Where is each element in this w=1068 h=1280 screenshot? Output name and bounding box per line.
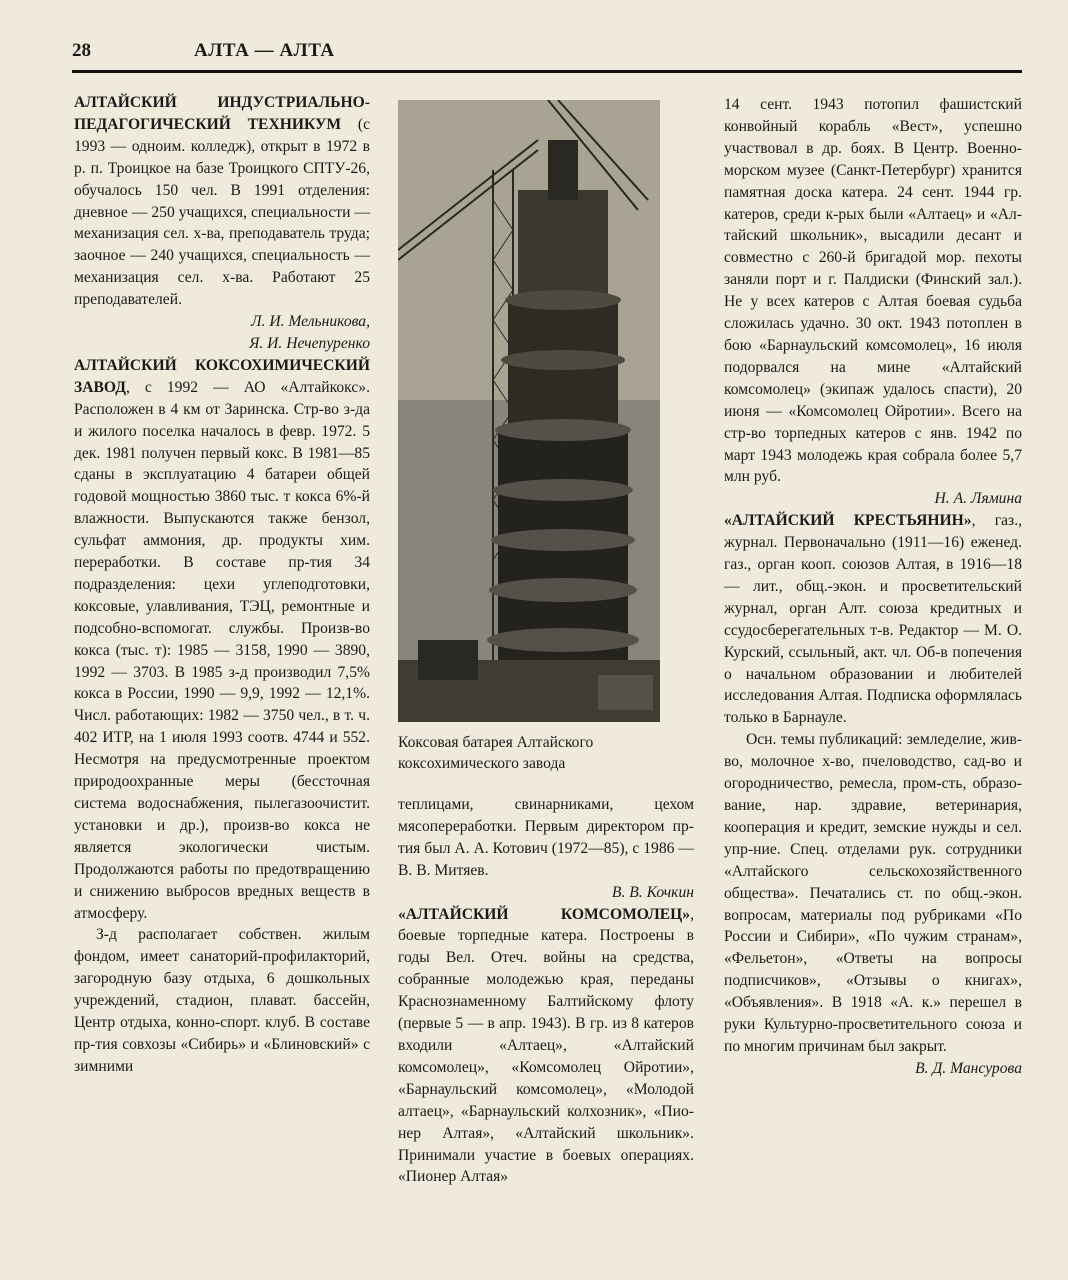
entry-industrial-technikum — [74, 92, 370, 311]
entry-altai-komsomolets — [398, 904, 694, 1189]
entry-text: , с 1992 — АО «Алтайкокс». Расположен в 4 км от Заринска. Стр-во з-да и жилого поселка началось в февр. 1972. 5 дек. 1981 получен первый кокс. В 1981—85 сданы в эксплуатацию 4 батареи общей годовой мощностью 3860 тыс. т кокса 6%-й влажности. Выпускаются также бензол, сульфат аммония, др. продукты хим. переработки. В составе пр-тия 34 подразделения: цехи углеподготовки, коксовые, улавливания, ТЭЦ, ремонтные и подсобно-вспомогат. службы. Произв-во кокса (тыс. т): 1985 — 3158, 1990 — 3890, 1992 — 3703. В 1985 з-д производил 7,5% кокса в России, 1990 — 9,9, 1992 — 12,1%. Числ. работающих: 1982 — 3750 чел., в т. ч. 402 ИТР, на 1 июля 1993 соотв. 4744 и 552. Несмотря на предусмотренные проектом природоохранные меры (бессточная система водоснабжения, пылегазоочистит. установки и др.), произв-во кокса не является экологически чистым. Продолжаются работы по предотвращению и снижению выбросов вредных веществ в атмосферу. — [74, 378, 370, 922]
headword: АЛТАЙСКИЙ ИНДУСТРИАЛЬНО-ПЕДАГОГИЧЕСКИЙ ТЕХНИКУМ — [74, 94, 370, 133]
page-number: 28 — [72, 40, 91, 61]
author-signature: Я. И. Нечепуренко — [249, 334, 370, 352]
entry-text: , газ., журнал. Первоначально (1911—16) еженед. газ., орган кооп. союзов Алтая, в 1916—18 — лит., общ.-экон. и просветительский журнал, орган Алт. союза кредитных и ссудосберегательных т-в. Редактор — М. О. Курский, ссыльный, акт. чл. Об-в попечения о начальном образовании и любителей исследования Алтая. Подписка оформлялась только в Барнауле. — [724, 512, 1022, 727]
entry-paragraph: З-д располагает собствен. жилым фондом, имеет санаторий-профилакторий, загородную базу отдыха, 6 дошкольных учреждений, стадион, плават. бассейн, Центр отдыха, конно-спорт. клуб. В составе пр-тия совхозы «Сибирь» и «Блиновский» с зимними — [74, 926, 370, 1075]
headword: «АЛТАЙСКИЙ КОМСОМОЛЕЦ» — [398, 905, 691, 923]
entry-text: (с 1993 — одноим. колледж), открыт в 1972 в р. п. Троицкое на базе Троицкого СПТУ-26, обучалось 150 чел. В 1991 отделения: дневное — 250 учащихся, специальности — механизация сел. х-ва, преподаватель труда; заочное — 240 учащихся, специальность — механизация сел. х-ва. Работают 25 преподавателей. — [74, 115, 370, 309]
coke-battery-photo — [398, 100, 660, 722]
author-signature: В. В. Кочкин — [611, 883, 694, 901]
column-1 — [74, 92, 370, 1078]
entry-text: 14 сент. 1943 потопил фашистский конвойный корабль «Вест», успешно участвовал в др. боях. В Центр. Военно-морском музее (Санкт-Петербург) хранится памятная доска катера. 24 сент. 1944 гр. катеров, среди к-рых были «Алтаец» и «Алтайский школьник», высадили десант и совместно с 260-й бригадой мор. пехоты заняли порт и г. Палдиски (Финский зал.). Не у всех катеров с Алтая боевая судьба сложилась удачно. 30 окт. 1943 потоплен в бою «Барнаульский комсомолец», 16 июля подорвался на мине «Алтайский комсомолец» (экипаж удалось спасти), 20 июня — «Комсомолец Ойротии». Всего на стр-во торпедных катеров с янв. 1942 по март 1943 молодежь края собрала более 5,7 млн руб. — [724, 96, 1022, 486]
column-2-text — [398, 794, 694, 1188]
entry-text: теплицами, свинарниками, цехом мясопереработки. Первым директором пр-тия был А. А. Котович (1972—85), с 1986 — В. В. Митяев. — [398, 796, 694, 879]
entry-altai-krestyanin — [724, 510, 1022, 729]
author-signature: Л. И. Мельникова, — [250, 313, 370, 331]
author-signature: В. Д. Мансурова — [915, 1059, 1022, 1077]
headword: АЛТАЙСКИЙ КОКСОХИМИЧЕСКИЙ ЗАВОД — [74, 356, 370, 396]
headword: «АЛТАЙСКИЙ КРЕСТЬЯНИН» — [724, 512, 972, 530]
page-header — [72, 38, 1022, 73]
running-head: АЛТА — АЛТА — [194, 40, 335, 61]
photo-caption: Коксовая батарея Алтайского коксохимического завода — [398, 734, 594, 772]
entry-paragraph: Осн. темы публикаций: земледелие, жив-во, молочное х-во, пчеловодство, сад-во и огородничество, ремесла, пром-сть, образование, нар. здравие, ветеринария, кооперация и кредит, земские нужды и сел. упр-ние. Спец. отделами рук. сотрудники «Алтайского сельскохозяйственного общества». Печатались ст. по общ.-экон. вопросам, материалы под рубриками «По России и Сибири», «По чужим странам», «Фельетон», «Ответы на вопросы подписчиков», «Отзывы о книгах», «Объявления». В 1918 «А. к.» перешел в руки Культурно-просветительного союза и по многим причинам был закрыт. — [724, 731, 1022, 1055]
author-signature: Н. А. Лямина — [934, 490, 1022, 508]
column-3 — [724, 94, 1022, 1080]
entry-text: , боевые торпедные катера. Построены в годы Вел. Отеч. войны на средства, собранные молодежью края, переданы Краснознаменному Балтийскому флоту (первые 5 — в апр. 1943). В гр. из 8 катеров входили «Алтаец», «Алтайский комсомолец», «Комсомолец Ойротии», «Барнаульский комсомолец», «Молодой алтаец», «Барнаульский колхозник», «Пионер Алтая», «Алтайский школьник». Принимали участие в боевых операциях. «Пионер Алтая» — [398, 905, 694, 1186]
entry-coke-plant — [74, 355, 370, 925]
